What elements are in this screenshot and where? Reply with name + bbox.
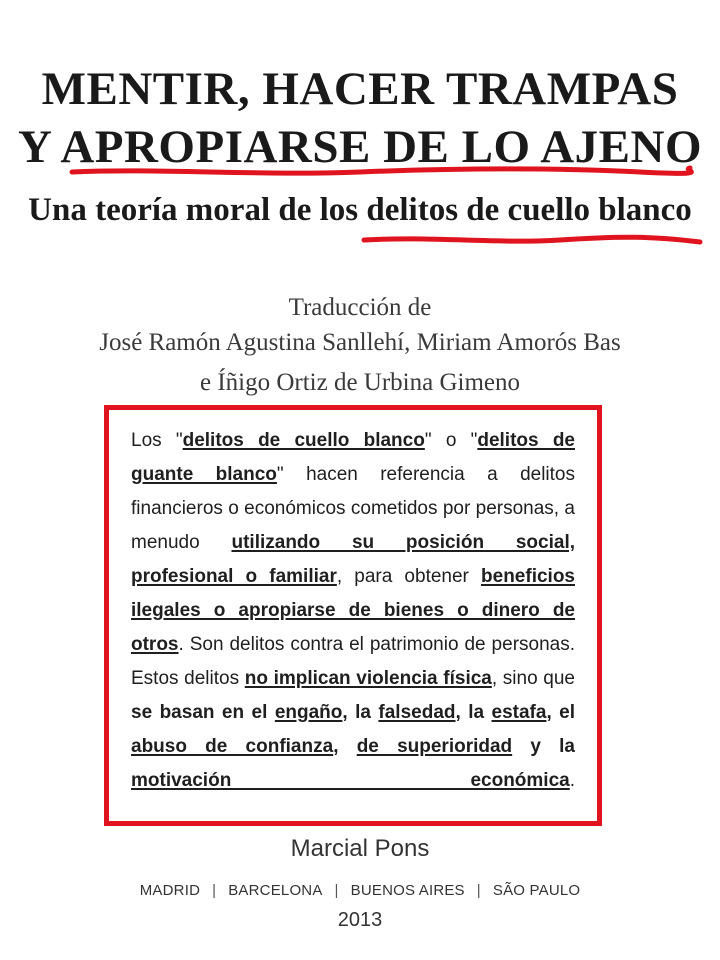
quote-text-segment: " hacen referencia a delitos financieros o económicos cometidos por personas, a menudo (131, 464, 576, 553)
highlight-posicion: utilizando su posición social, profesional o familiar (131, 532, 575, 587)
bold-connector: y la (512, 736, 575, 757)
translation-label: Traducción de (288, 294, 432, 321)
highlight-falsedad: falsedad (378, 702, 456, 723)
city-separator: | (212, 882, 217, 899)
city-separator: | (476, 882, 481, 899)
title-line-2: Y APROPIARSE DE LO AJENO (17, 121, 703, 173)
subtitle: Una teoría moral de los delitos de cuello blanco (28, 192, 692, 228)
publisher-name: Marcial Pons (290, 835, 430, 862)
title-line-1: MENTIR, HACER TRAMPAS (41, 63, 679, 115)
bold-connector: , la (342, 702, 379, 723)
definition-box (104, 405, 602, 826)
quote-text-segment: . Son delitos contra el patrimonio de personas. Estos delitos (131, 634, 575, 689)
highlight-guante-blanco: delitos de guante blanco (131, 430, 575, 485)
city-separator: | (334, 882, 339, 899)
publisher-cities (0, 883, 720, 898)
quote-text-segment: Los " (131, 430, 183, 451)
quote-text-segment: . (569, 770, 575, 791)
definition-text (131, 424, 575, 798)
highlight-engano: engaño (274, 702, 343, 723)
highlight-no-violencia: no implican violencia física (244, 668, 492, 689)
quote-text-segment: " o " (424, 430, 478, 451)
city-madrid: MADRID (139, 882, 201, 899)
highlight-beneficios: beneficios ilegales o apropiarse de bienes o dinero de otros (131, 566, 575, 655)
highlight-abuso-confianza: abuso de confianza (131, 736, 334, 757)
highlight-superioridad: de superioridad (356, 736, 513, 757)
translators-line-1: José Ramón Agustina Sanllehí, Miriam Amorós Bas (99, 329, 621, 356)
publication-year: 2013 (337, 909, 383, 931)
bold-connector: , (333, 736, 357, 757)
quote-text-segment: , para obtener (336, 566, 482, 587)
bold-connector: , el (546, 702, 576, 723)
highlight-cuello-blanco: delitos de cuello blanco (182, 430, 425, 451)
translators-line-2: e Íñigo Ortiz de Urbina Gimeno (199, 369, 521, 396)
bold-connector: , la (455, 702, 492, 723)
subtitle-red-underline (364, 237, 700, 242)
highlight-motivacion: motivación económica (131, 770, 570, 791)
highlight-estafa: estafa (491, 702, 547, 723)
city-barcelona: BARCELONA (228, 882, 323, 899)
city-buenos-aires: BUENOS AIRES (350, 882, 465, 899)
bold-se-basan: se basan en el (131, 702, 275, 723)
city-sao-paulo: SÃO PAULO (492, 882, 581, 899)
quote-text-segment: , sino que (491, 668, 575, 689)
